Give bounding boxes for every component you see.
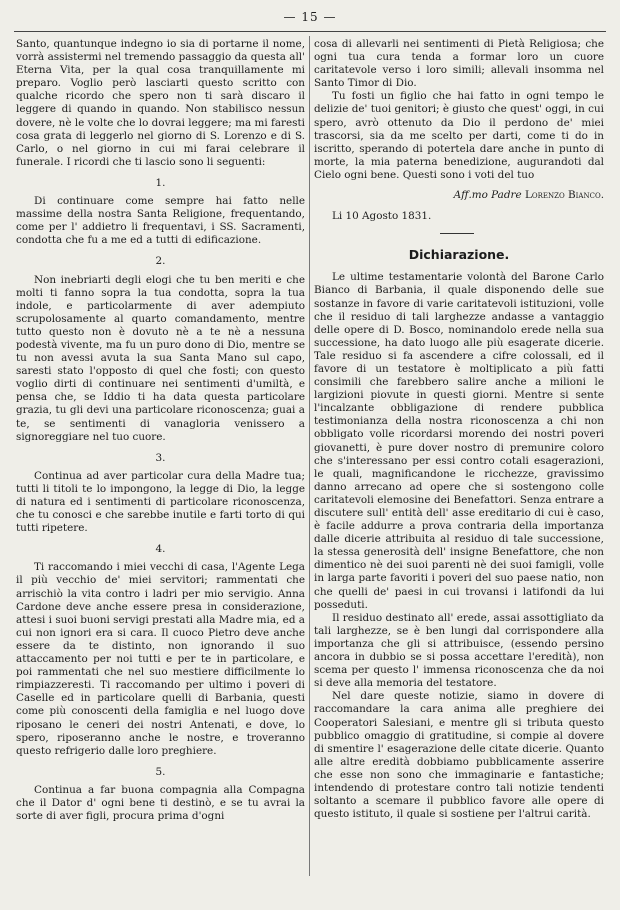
item-number-3: 3. [155, 451, 166, 464]
right-column [314, 38, 604, 821]
header-rule [14, 31, 606, 32]
column-divider [309, 36, 310, 876]
page-number: — 15 — [283, 10, 337, 24]
short-rule [440, 233, 474, 234]
signature-name: Lorenzo Bianco. [524, 189, 604, 202]
left-paragraph-6: Continua a far buona compagnia alla Compagna che il Dator d' ogni bene ti destinò, e se tu avrai la sorte di aver figli, procura prima d'ogni [16, 783, 305, 823]
letter-date: Li 10 Agosto 1831. [332, 210, 432, 223]
section-heading: Dichiarazione. [408, 247, 510, 263]
right-paragraph-2: Tu fosti un figlio che hai fatto in ogni tempo le delizie de' tuoi genitori; è giusto che quest' oggi, in cui spero, avrò ottenuto da Dio il perdono de' miei trascorsi, sia da me scelto per darti, come ti do in iscritto, sperando di potertela dare anche in punto di morte, la mia paterna benedizione, augurandoti dal Cielo ogni bene. Questi sono i voti del tuo [314, 90, 604, 181]
left-paragraph-1: Santo, quantunque indegno io sia di portarne il nome, vorrà assistermi nel tremendo passaggio da questa all' Eterna Vita, per la qual cosa tranquillamente mi preparo. Voglio però lasciarti questo scritto con qualche ricordo che spero non ti sarà discaro il leggere di quando in quando. Non stabilisco nessun dovere, nè le volte che lo dovrai leggere; ma mi faresti cosa grata di leggerlo nel giorno di S. Lorenzo e di S. Carlo, o nel giorno in cui mi farai celebrare il funerale. I ricordi che ti lascio sono li seguenti: [16, 38, 305, 168]
signature [314, 189, 604, 202]
right-paragraph-3: Le ultime testamentarie volontà del Barone Carlo Bianco di Barbania, il quale disponendo delle sue sostanze in favore di varie caritatevoli istituzioni, volle che il residuo di tali larghezze andasse a vantaggio delle opere di D. Bosco, nominandolo erede nella sua successione, ha dato luogo alle più esagerate dicerie. Tale residuo si fa ascendere a cifre colossali, ed il favore di un testatore è moltiplicato a più fatti consimili che farebbero salire anche a milioni le largizioni piovute in questi giorni. Mentre si sente l'incalzante obbligazione di rendere pubblica testimonianza della nostra riconoscenza a chi non obbligato volle ricordarsi morendo dei nostri poveri giovanetti, è pure dover nostro di premunire coloro che s'interessano per essi contro cotali esagerazioni, le quali, magnificandone le ricchezze, gravissimo danno arrecano ad opere che si sostengono colle caritatevoli elemosine dei Benefattori. Senza entrare a discutere sull' entità dell' asse ereditario di cui è caso, è facile addurre a prova contraria della importanza dalle dicerie attribuita al residuo di tale successione, la stessa generosità dell' insigne Benefattore, che non dimentico nè dei suoi parenti nè dei suoi famigli, volle in larga parte favoriti i poveri del suo paese natio, non che quelli de' paesi in cui trovansi i latifondi da lui posseduti. [314, 271, 604, 611]
signature-prefix: Aff.mo Padre [453, 189, 522, 202]
left-paragraph-4: Continua ad aver particolar cura della Madre tua; tutti li titoli te lo impongono, la legge di Dio, la legge di natura ed i sentimenti di particolare riconoscenza, che tu conosci e che sarebbe inutile e farti torto di qui tutti ripetere. [16, 469, 305, 535]
right-paragraph-1: cosa di allevarli nei sentimenti di Pietà Religiosa; che ogni tua cura tenda a formar loro un cuore caritatevole verso i loro simili; allevali insomma nel Santo Timor di Dio. [314, 38, 604, 90]
left-paragraph-5: Ti raccomando i miei vecchi di casa, l'Agente Lega il più vecchio de' miei servitori; rammentati che arrischiò la vita contro i ladri per mio servigio. Anna Cardone deve anche essere presa in considerazione, attesi i suoi buoni servigi prestati alla Madre mia, ed a cui non ignori era si cara. Il cuoco Pietro deve anche essere da te distinto, non ignorando il suo attaccamento per noi tutti e per te in particolare, e poi rammentati che nel suo mestiere difficilmente lo rimpiazzeresti. Ti raccomando per ultimo i poveri di Caselle ed in particolare quelli di Barbania, questi come più conoscenti della famiglia e nel luogo dove riposano le ceneri dei nostri Antenati, e dove, lo spero, riposeranno anche le nostre, e troveranno questo refrigerio dalle loro preghiere. [16, 561, 305, 757]
right-paragraph-4: Il residuo destinato all' erede, assai assottigliato da tali larghezze, se è ben lungi dal corrispondere alla importanza che gli si attribuisce, (essendo persino ancora in dubbio se si possa accettare l'eredità), non scema per questo l' immensa riconoscenza che da noi si deve alla memoria del testatore. [314, 611, 604, 690]
right-paragraph-5: Nel dare queste notizie, siamo in dovere di raccomandare la cara anima alle preghiere dei Cooperatori Salesiani, e mentre gli si tributa questo pubblico omaggio di gratitudine, si compie al dovere di smentire l' esagerazione delle citate dicerie. Quanto alle altre eredità dobbiamo pubblicamente asserire che esse non sono che immaginarie e fantastiche; intendendo di protestare contro tali notizie tendenti soltanto a scemare il pubblico favore alle opere di questo istituto, il quale si sostiene per l'altrui carità. [314, 690, 604, 821]
item-number-2: 2. [155, 255, 166, 268]
left-paragraph-3: Non inebriarti degli elogi che tu ben meriti e che molti ti fanno sopra la tua condotta, sopra la tua indole, e particolarmente di aver adempiuto scrupolosamente al quarto comandamento, mentre tutto questo non è dovuto nè a te nè a nessuna podestà vivente, ma fu un puro dono di Dio, mentre se tu non avessi avuta la sua Santa Mano sul capo, saresti stato l'opposto di quel che fosti; con questo voglio dirti di continuare nei sentimenti d'umiltà, e pensa che, se Iddio ti ha data questa particolare grazia, tu gli devi una particolare riconoscenza; guai a te, se sentimenti di vanagloria venissero a signoreggiare nel tuo cuore. [16, 273, 305, 443]
left-paragraph-2: Di continuare come sempre hai fatto nelle massime della nostra Santa Religione, frequentando, come per l' addietro li frequentavi, i SS. Sacramenti, condotta che fu a me ed a tutti di edificazione. [16, 195, 305, 247]
item-number-5: 5. [155, 765, 166, 778]
item-number-1: 1. [155, 176, 166, 189]
left-column [16, 38, 305, 823]
item-number-4: 4. [155, 543, 166, 556]
